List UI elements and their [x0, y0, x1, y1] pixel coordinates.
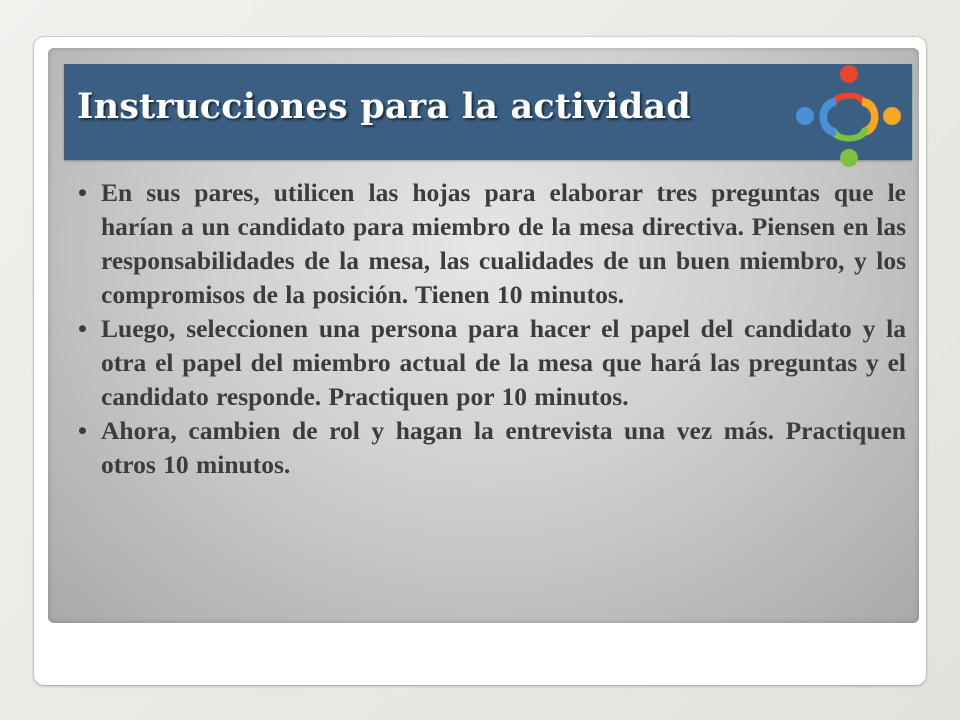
instruction-item: • En sus pares, utilicen las hojas para elaborar tres preguntas que le harían a un candidato para miembro de la mesa directiva. Piensen en las responsabilidades de la mesa, las cualidades de un buen miembro, y los compromisos de la posición. Tienen 10 minutos.	[76, 176, 906, 312]
slide-title: Instrucciones para la actividad	[77, 86, 691, 127]
instruction-item: • Ahora, cambien de rol y hagan la entrevista una vez más. Practiquen otros 10 minutos.	[76, 414, 906, 482]
instruction-item: • Luego, seleccionen una persona para hacer el papel del candidato y la otra el papel del miembro actual de la mesa que hará las preguntas y el candidato responde. Practiquen por 10 minutos.	[76, 312, 906, 414]
instruction-list	[76, 176, 906, 482]
people-circle-icon	[792, 62, 904, 170]
